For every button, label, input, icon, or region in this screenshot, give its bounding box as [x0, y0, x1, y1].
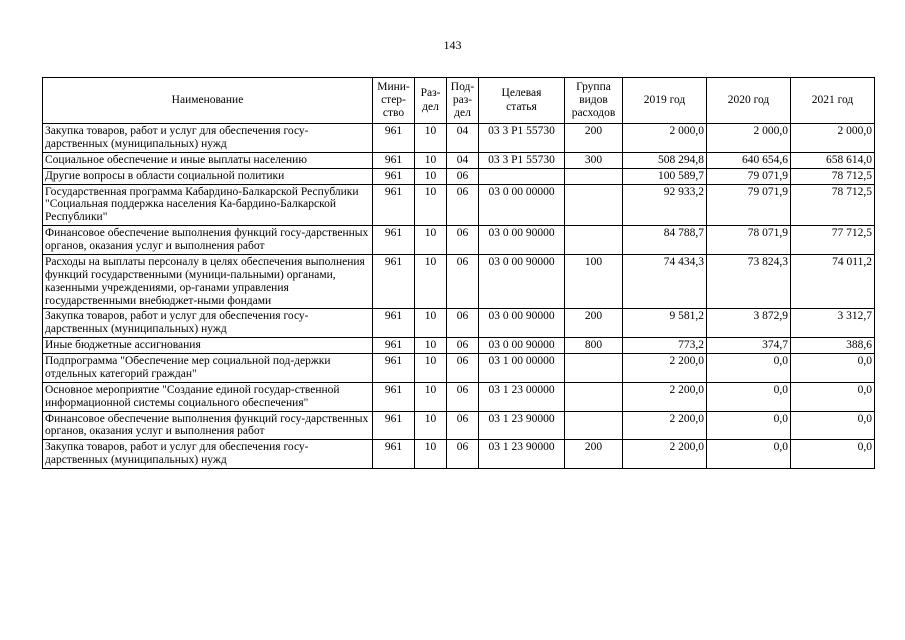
page-number: 143 — [443, 38, 462, 52]
row-expense-group — [565, 168, 623, 184]
header-section-line: дел — [422, 100, 439, 113]
row-ministry: 961 — [373, 168, 415, 184]
row-expense-group — [565, 226, 623, 255]
row-subsection: 04 — [447, 124, 479, 153]
row-2021: 0,0 — [791, 382, 875, 411]
header-subsection — [447, 78, 479, 124]
row-ministry: 961 — [373, 184, 415, 226]
row-section: 10 — [415, 309, 447, 338]
row-name: Государственная программа Кабардино-Балкарской Республики "Социальная поддержка населения Ка-бардино-Балкарской Республики" — [43, 184, 373, 226]
row-subsection: 06 — [447, 382, 479, 411]
header-expense-group-line: Группа — [576, 80, 611, 93]
row-2019: 2 200,0 — [623, 440, 707, 469]
row-ministry: 961 — [373, 226, 415, 255]
row-2020: 3 872,9 — [707, 309, 791, 338]
row-2019: 74 434,3 — [623, 254, 707, 309]
row-2021: 78 712,5 — [791, 184, 875, 226]
row-section: 10 — [415, 152, 447, 168]
row-subsection: 06 — [447, 338, 479, 354]
row-name: Финансовое обеспечение выполнения функций госу-дарственных органов, оказания услуг и выполнения работ — [43, 226, 373, 255]
row-2021: 77 712,5 — [791, 226, 875, 255]
row-expense-group: 800 — [565, 338, 623, 354]
row-2021: 78 712,5 — [791, 168, 875, 184]
row-2020: 2 000,0 — [707, 124, 791, 153]
row-subsection: 04 — [447, 152, 479, 168]
row-expense-group — [565, 411, 623, 440]
header-target — [479, 78, 565, 124]
row-subsection: 06 — [447, 411, 479, 440]
row-section: 10 — [415, 226, 447, 255]
row-expense-group: 200 — [565, 309, 623, 338]
row-target: 03 1 00 00000 — [479, 354, 565, 383]
row-target: 03 0 00 90000 — [479, 338, 565, 354]
row-2020: 78 071,9 — [707, 226, 791, 255]
row-2021: 74 011,2 — [791, 254, 875, 309]
table-row — [43, 309, 875, 338]
row-section: 10 — [415, 184, 447, 226]
row-2019: 100 589,7 — [623, 168, 707, 184]
header-name: Наименование — [43, 78, 373, 124]
row-ministry: 961 — [373, 411, 415, 440]
row-section: 10 — [415, 382, 447, 411]
header-2021: 2021 год — [791, 78, 875, 124]
row-subsection: 06 — [447, 440, 479, 469]
table-row — [43, 440, 875, 469]
table-row — [43, 338, 875, 354]
row-section: 10 — [415, 354, 447, 383]
budget-table — [42, 77, 875, 469]
header-subsection-line: Под- — [450, 80, 475, 93]
header-section-line: Раз- — [420, 87, 441, 100]
table-row — [43, 124, 875, 153]
row-subsection: 06 — [447, 184, 479, 226]
row-2019: 508 294,8 — [623, 152, 707, 168]
row-name: Иные бюджетные ассигнования — [43, 338, 373, 354]
row-2021: 0,0 — [791, 411, 875, 440]
row-2020: 79 071,9 — [707, 168, 791, 184]
header-section — [415, 78, 447, 124]
row-2021: 388,6 — [791, 338, 875, 354]
row-expense-group — [565, 382, 623, 411]
row-name: Закупка товаров, работ и услуг для обеспечения госу-дарственных (муниципальных) нужд — [43, 124, 373, 153]
row-target — [479, 168, 565, 184]
table-header-row — [43, 78, 875, 124]
row-2020: 374,7 — [707, 338, 791, 354]
row-target: 03 0 00 90000 — [479, 226, 565, 255]
row-2021: 3 312,7 — [791, 309, 875, 338]
row-target: 03 0 00 90000 — [479, 309, 565, 338]
row-expense-group: 200 — [565, 440, 623, 469]
table-row — [43, 226, 875, 255]
header-2020: 2020 год — [707, 78, 791, 124]
row-ministry: 961 — [373, 354, 415, 383]
table-row — [43, 254, 875, 309]
row-target: 03 3 P1 55730 — [479, 152, 565, 168]
header-target-line: статья — [506, 100, 537, 113]
row-expense-group: 300 — [565, 152, 623, 168]
row-2019: 2 000,0 — [623, 124, 707, 153]
row-subsection: 06 — [447, 226, 479, 255]
header-expense-group-line: видов — [579, 93, 608, 106]
header-ministry-line: стер- — [381, 93, 406, 106]
row-target: 03 1 23 90000 — [479, 440, 565, 469]
row-target: 03 1 23 00000 — [479, 382, 565, 411]
row-expense-group — [565, 184, 623, 226]
row-ministry: 961 — [373, 254, 415, 309]
header-ministry-line: ство — [382, 107, 405, 120]
row-name: Финансовое обеспечение выполнения функций госу-дарственных органов, оказания услуг и выполнения работ — [43, 411, 373, 440]
row-target: 03 1 23 90000 — [479, 411, 565, 440]
row-section: 10 — [415, 168, 447, 184]
table-row — [43, 184, 875, 226]
row-ministry: 961 — [373, 440, 415, 469]
row-2020: 0,0 — [707, 354, 791, 383]
row-name: Закупка товаров, работ и услуг для обеспечения госу-дарственных (муниципальных) нужд — [43, 440, 373, 469]
row-2021: 0,0 — [791, 440, 875, 469]
header-target-line: Целевая — [501, 87, 542, 100]
row-2019: 2 200,0 — [623, 382, 707, 411]
row-section: 10 — [415, 338, 447, 354]
row-ministry: 961 — [373, 338, 415, 354]
header-2019: 2019 год — [623, 78, 707, 124]
table-row — [43, 354, 875, 383]
row-target: 03 0 00 90000 — [479, 254, 565, 309]
row-name: Расходы на выплаты персоналу в целях обеспечения выполнения функций государственными (муници-пальными) органами, казенными учреждениями, ор-ганами управления государственными внебюджет-ными фондами — [43, 254, 373, 309]
row-name: Социальное обеспечение и иные выплаты населению — [43, 152, 373, 168]
row-2020: 0,0 — [707, 411, 791, 440]
row-ministry: 961 — [373, 124, 415, 153]
row-name: Закупка товаров, работ и услуг для обеспечения госу-дарственных (муниципальных) нужд — [43, 309, 373, 338]
row-expense-group: 100 — [565, 254, 623, 309]
row-subsection: 06 — [447, 309, 479, 338]
row-expense-group — [565, 354, 623, 383]
row-2019: 84 788,7 — [623, 226, 707, 255]
row-ministry: 961 — [373, 382, 415, 411]
row-expense-group: 200 — [565, 124, 623, 153]
row-section: 10 — [415, 254, 447, 309]
row-2021: 2 000,0 — [791, 124, 875, 153]
row-subsection: 06 — [447, 168, 479, 184]
row-2019: 2 200,0 — [623, 411, 707, 440]
row-2019: 2 200,0 — [623, 354, 707, 383]
header-ministry-line: Мини- — [377, 80, 410, 93]
table-row — [43, 411, 875, 440]
header-subsection-line: дел — [454, 107, 471, 120]
table-row — [43, 168, 875, 184]
row-2020: 640 654,6 — [707, 152, 791, 168]
row-target: 03 0 00 00000 — [479, 184, 565, 226]
row-2019: 92 933,2 — [623, 184, 707, 226]
row-2019: 9 581,2 — [623, 309, 707, 338]
row-subsection: 06 — [447, 354, 479, 383]
row-2020: 0,0 — [707, 382, 791, 411]
row-2021: 658 614,0 — [791, 152, 875, 168]
header-subsection-line: раз- — [452, 93, 473, 106]
row-ministry: 961 — [373, 152, 415, 168]
row-section: 10 — [415, 124, 447, 153]
row-section: 10 — [415, 411, 447, 440]
row-2021: 0,0 — [791, 354, 875, 383]
header-expense-group — [565, 78, 623, 124]
row-name: Другие вопросы в области социальной политики — [43, 168, 373, 184]
row-2020: 0,0 — [707, 440, 791, 469]
header-expense-group-line: расходов — [571, 107, 616, 120]
header-ministry — [373, 78, 415, 124]
row-name: Подпрограмма "Обеспечение мер социальной под-держки отдельных категорий граждан" — [43, 354, 373, 383]
row-2020: 79 071,9 — [707, 184, 791, 226]
row-2020: 73 824,3 — [707, 254, 791, 309]
table-row — [43, 382, 875, 411]
row-name: Основное мероприятие "Создание единой государ-ственной информационной системы социального обеспечения" — [43, 382, 373, 411]
row-subsection: 06 — [447, 254, 479, 309]
row-ministry: 961 — [373, 309, 415, 338]
table-row — [43, 152, 875, 168]
row-section: 10 — [415, 440, 447, 469]
row-2019: 773,2 — [623, 338, 707, 354]
row-target: 03 3 P1 55730 — [479, 124, 565, 153]
